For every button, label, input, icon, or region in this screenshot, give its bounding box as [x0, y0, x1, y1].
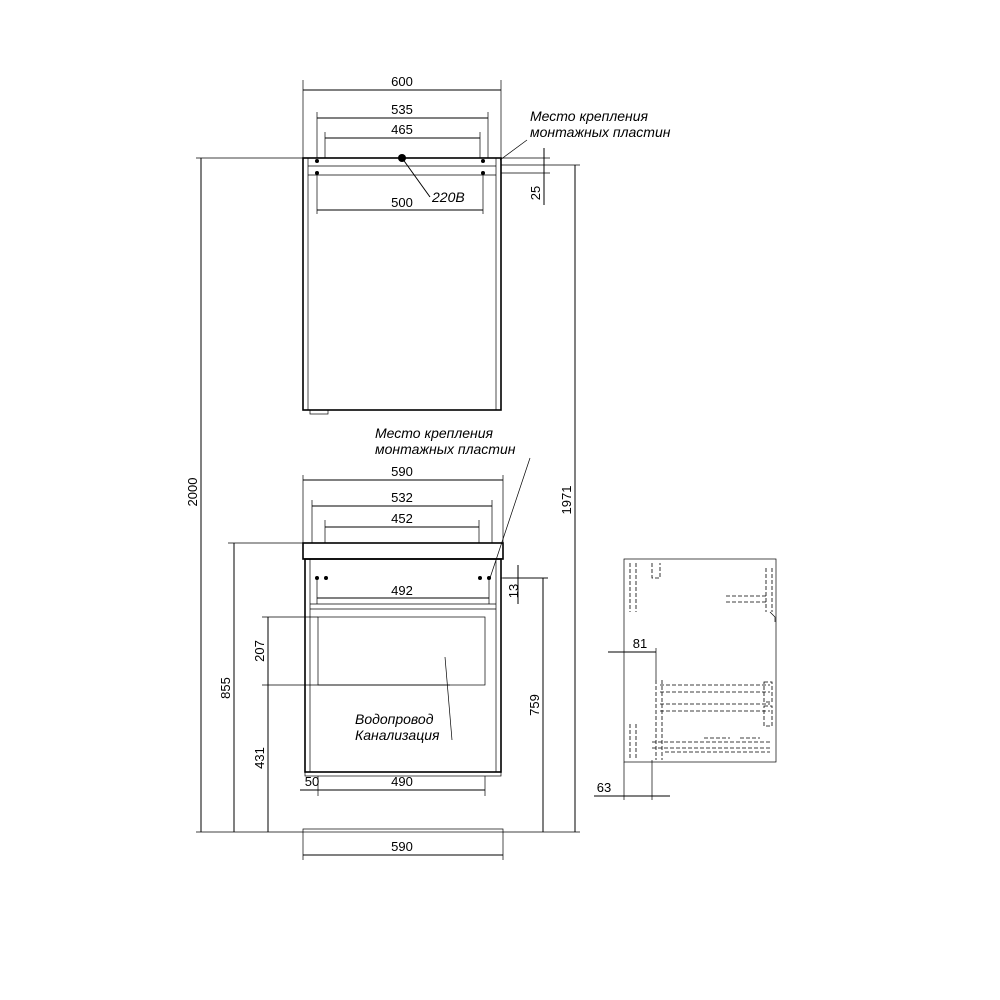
power-label: 220В	[432, 189, 465, 205]
countertop	[303, 543, 503, 559]
dim-759: 759	[527, 694, 542, 716]
dim-25: 25	[528, 185, 543, 201]
dim-532: 532	[391, 490, 413, 505]
dim-855: 855	[218, 677, 233, 699]
vanity-unit	[218, 425, 548, 860]
dim-600: 600	[391, 74, 413, 89]
dim-535: 535	[391, 102, 413, 117]
dim-465: 465	[391, 122, 413, 137]
dim-207: 207	[252, 640, 267, 662]
dim-431: 431	[252, 747, 267, 769]
dim-490: 490	[391, 774, 413, 789]
mount-point	[481, 159, 485, 163]
dim-13: 13	[506, 583, 521, 599]
mount-point	[481, 171, 485, 175]
mount-point	[324, 576, 328, 580]
mount-note-line2: монтажных пластин	[530, 124, 671, 140]
pipes-line2: Канализация	[355, 727, 440, 743]
mount-point	[478, 576, 482, 580]
vanity-mount-note-line2: монтажных пластин	[375, 441, 516, 457]
vanity-mount-note-line1: Место крепления	[375, 425, 494, 441]
dim-492: 492	[391, 583, 413, 598]
dim-1971: 1971	[559, 485, 574, 515]
mount-note-line1: Место крепления	[530, 108, 649, 124]
dim-590-bottom: 590	[391, 839, 413, 854]
floor-line	[303, 829, 503, 832]
mount-point	[315, 159, 319, 163]
dim-81: 81	[632, 636, 648, 651]
dim-63: 63	[596, 780, 612, 795]
dim-2000: 2000	[185, 477, 200, 507]
pipes-line1: Водопровод	[355, 711, 434, 727]
mount-point	[315, 171, 319, 175]
side-view	[594, 559, 776, 800]
pipe-area-hatch	[318, 617, 485, 685]
dim-500: 500	[391, 195, 413, 210]
dim-590-top: 590	[391, 464, 413, 479]
side-view-outline	[624, 559, 776, 762]
dim-452: 452	[391, 511, 413, 526]
mirror-cabinet	[303, 74, 671, 414]
dim-50: 50	[304, 774, 320, 789]
